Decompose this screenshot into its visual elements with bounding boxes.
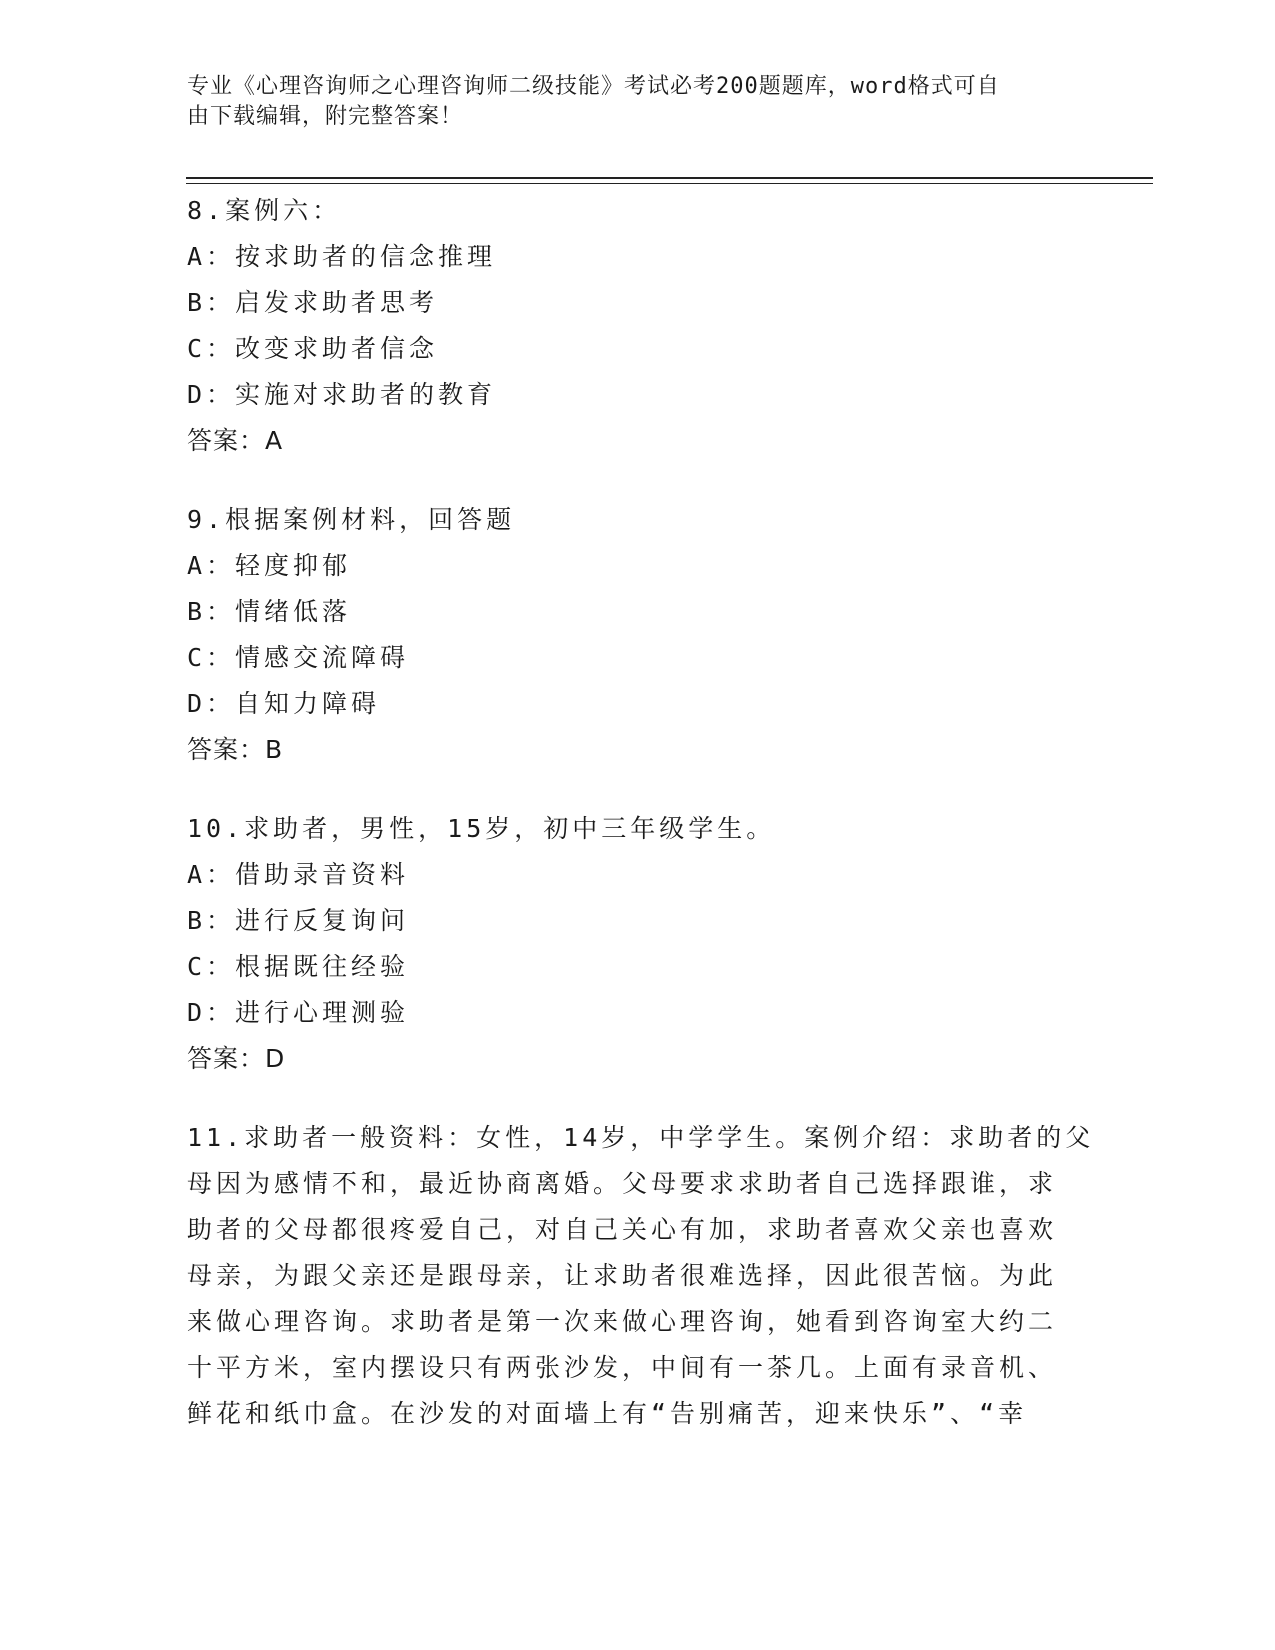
paragraph-line: 鲜花和纸巾盒。在沙发的对面墙上有“告别痛苦，迎来快乐”、“幸: [187, 1399, 1028, 1428]
question-11: [187, 1115, 1095, 1437]
option-b: B：进行反复询问: [187, 906, 410, 935]
paragraph-line: 来做心理咨询。求助者是第一次来做心理咨询，她看到咨询室大约二: [187, 1307, 1058, 1336]
document-header: [187, 72, 1067, 132]
paragraph-line: 母亲，为跟父亲还是跟母亲，让求助者很难选择，因此很苦恼。为此: [187, 1261, 1058, 1290]
option-d: D：实施对求助者的教育: [187, 380, 497, 409]
paragraph-line: 十平方米，室内摆设只有两张沙发，中间有一茶几。上面有录音机、: [187, 1353, 1058, 1382]
header-divider-thick: [186, 177, 1153, 179]
option-d: D：进行心理测验: [187, 998, 410, 1027]
answer: 答案：B: [187, 735, 284, 764]
answer: 答案：A: [187, 426, 284, 455]
option-c: C：情感交流障碍: [187, 643, 410, 672]
option-d: D：自知力障碍: [187, 689, 381, 718]
question-9: [187, 497, 1087, 773]
question-10: [187, 806, 1087, 1082]
question-title: 10.求助者，男性，15岁，初中三年级学生。: [187, 814, 776, 843]
question-8: [187, 188, 1087, 464]
paragraph-line: 助者的父母都很疼爱自己，对自己关心有加，求助者喜欢父亲也喜欢: [187, 1215, 1058, 1244]
option-a: A：轻度抑郁: [187, 551, 352, 580]
option-b: B：情绪低落: [187, 597, 352, 626]
option-c: C：改变求助者信念: [187, 334, 439, 363]
option-a: A：按求助者的信念推理: [187, 242, 497, 271]
paragraph-line: 11.求助者一般资料：女性，14岁，中学学生。案例介绍：求助者的父: [187, 1123, 1095, 1152]
document-body: [187, 188, 1095, 1470]
option-b: B：启发求助者思考: [187, 288, 439, 317]
option-c: C：根据既往经验: [187, 952, 410, 981]
option-a: A：借助录音资料: [187, 860, 410, 889]
header-line-2: 由下载编辑，附完整答案！: [187, 104, 464, 129]
answer: 答案：D: [187, 1044, 286, 1073]
header-line-1: 专业《心理咨询师之心理咨询师二级技能》考试必考200题题库，word格式可自: [187, 74, 1000, 99]
question-title: 8.案例六：: [187, 196, 342, 225]
header-divider-thin: [186, 183, 1153, 184]
paragraph-line: 母因为感情不和，最近协商离婚。父母要求求助者自己选择跟谁，求: [187, 1169, 1058, 1198]
question-title: 9.根据案例材料，回答题: [187, 505, 516, 534]
